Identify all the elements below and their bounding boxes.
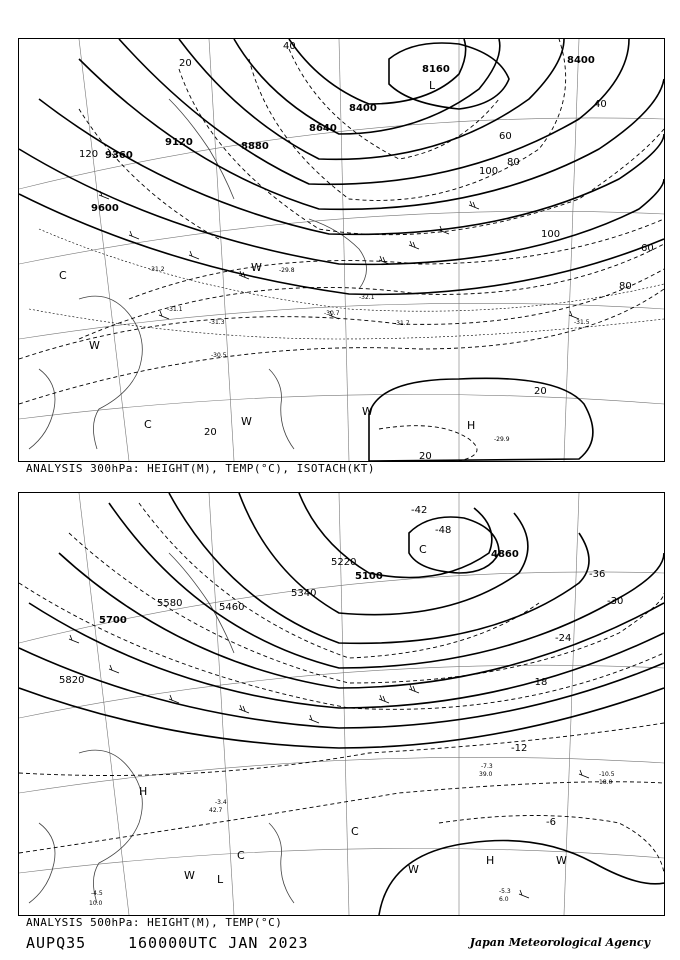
height-label: 5460 [219,602,245,613]
caption-500hpa: ANALYSIS 500hPa: HEIGHT(M), TEMP(°C) [26,916,283,929]
isotach-label: 20 [534,386,547,397]
temp-label: -30.7 [324,310,340,317]
isotach-label: 60 [499,131,512,142]
temp-label: -31.2 [149,266,165,273]
height-label: 5100 [355,571,383,582]
warm-marker: W [184,869,195,882]
height-label: 8880 [241,141,269,152]
height-label: 5580 [157,598,183,609]
isotach-label: 20 [179,58,192,69]
isotherm-label: -48 [435,525,452,536]
agency-name: Japan Meteorological Agency [469,936,650,949]
isotherm-label: -6 [546,817,556,828]
isotherm-label: -12 [511,743,528,754]
isotach-label: 20 [204,427,217,438]
cold-marker: C [237,849,245,862]
isotherm-label: -30 [607,596,624,607]
temp-label: -10.5 [599,771,615,778]
temp-label: 39.0 [479,771,493,778]
height-label: 4860 [491,549,519,560]
caption-300hpa: ANALYSIS 300hPa: HEIGHT(M), TEMP(°C), ISOTACH(KT) [26,462,376,475]
temp-label: -31.7 [394,320,410,327]
isotach-label: 100 [541,229,561,240]
height-label: 9600 [91,203,119,214]
height-label: 5820 [59,675,85,686]
height-label: 5220 [331,557,357,568]
isotach-label: 40 [594,99,607,110]
analysis-time: 160000UTC JAN 2023 [128,934,309,952]
temp-label: -31.1 [167,306,183,313]
low-pressure-marker: L [429,79,436,92]
isotherm-label: -18 [531,677,548,688]
warm-marker: W [556,854,567,867]
isotherm-label: -42 [411,505,428,516]
warm-marker: W [362,405,373,418]
isotach-label: 100 [479,166,499,177]
temp-label: -32.1 [359,294,375,301]
temp-label: -3.4 [215,799,227,806]
high-pressure-marker: H [486,854,495,867]
cold-marker: C [144,418,152,431]
height-label: 8400 [567,55,595,66]
graticule [19,39,664,461]
wind-barbs [69,635,589,898]
map-500hpa [18,492,665,916]
isotach-label: 80 [619,281,632,292]
isotach-label: 60 [641,243,654,254]
warm-marker: W [408,863,419,876]
isotach-label: 120 [79,149,99,160]
isotherm-label: -24 [555,633,572,644]
height-label: 8160 [422,64,450,75]
high-pressure-marker: H [139,785,148,798]
map-300hpa-svg [19,39,664,461]
low-pressure-marker: L [217,873,224,886]
height-label: 5700 [99,615,127,626]
height-label: 5340 [291,588,317,599]
temp-label: -31.5 [574,319,590,326]
warm-marker: W [89,339,100,352]
temp-label: -29.9 [494,436,510,443]
temp-label: -29.8 [279,267,295,274]
isotach-label: 40 [283,41,296,52]
height-label: 8400 [349,103,377,114]
isotach-label: 20 [419,451,432,461]
warm-marker: W [241,415,252,428]
high-pressure-marker: H [467,419,476,432]
bulletin-code: AUPQ35 [26,934,87,952]
isotherm-label: -36 [589,569,606,580]
map-500hpa-svg [19,493,664,915]
temp-label: -7.3 [481,763,493,770]
isotach-label: 80 [507,157,520,168]
cold-marker: C [59,269,67,282]
temp-label: -4.5 [91,890,103,897]
temp-label: -30.5 [211,352,227,359]
warm-marker: W [251,261,262,274]
temp-label: -31.3 [209,319,225,326]
height-label: 8640 [309,123,337,134]
temp-label: 18.0 [599,779,613,786]
cold-marker: C [351,825,359,838]
temp-label: 42.7 [209,807,223,814]
cold-marker: C [419,543,427,556]
temp-label: -5.3 [499,888,511,895]
height-label: 9360 [105,150,133,161]
temp-label: 6.0 [499,896,509,903]
height-label: 9120 [165,137,193,148]
temp-label: 10.0 [89,900,103,907]
map-300hpa [18,38,665,462]
